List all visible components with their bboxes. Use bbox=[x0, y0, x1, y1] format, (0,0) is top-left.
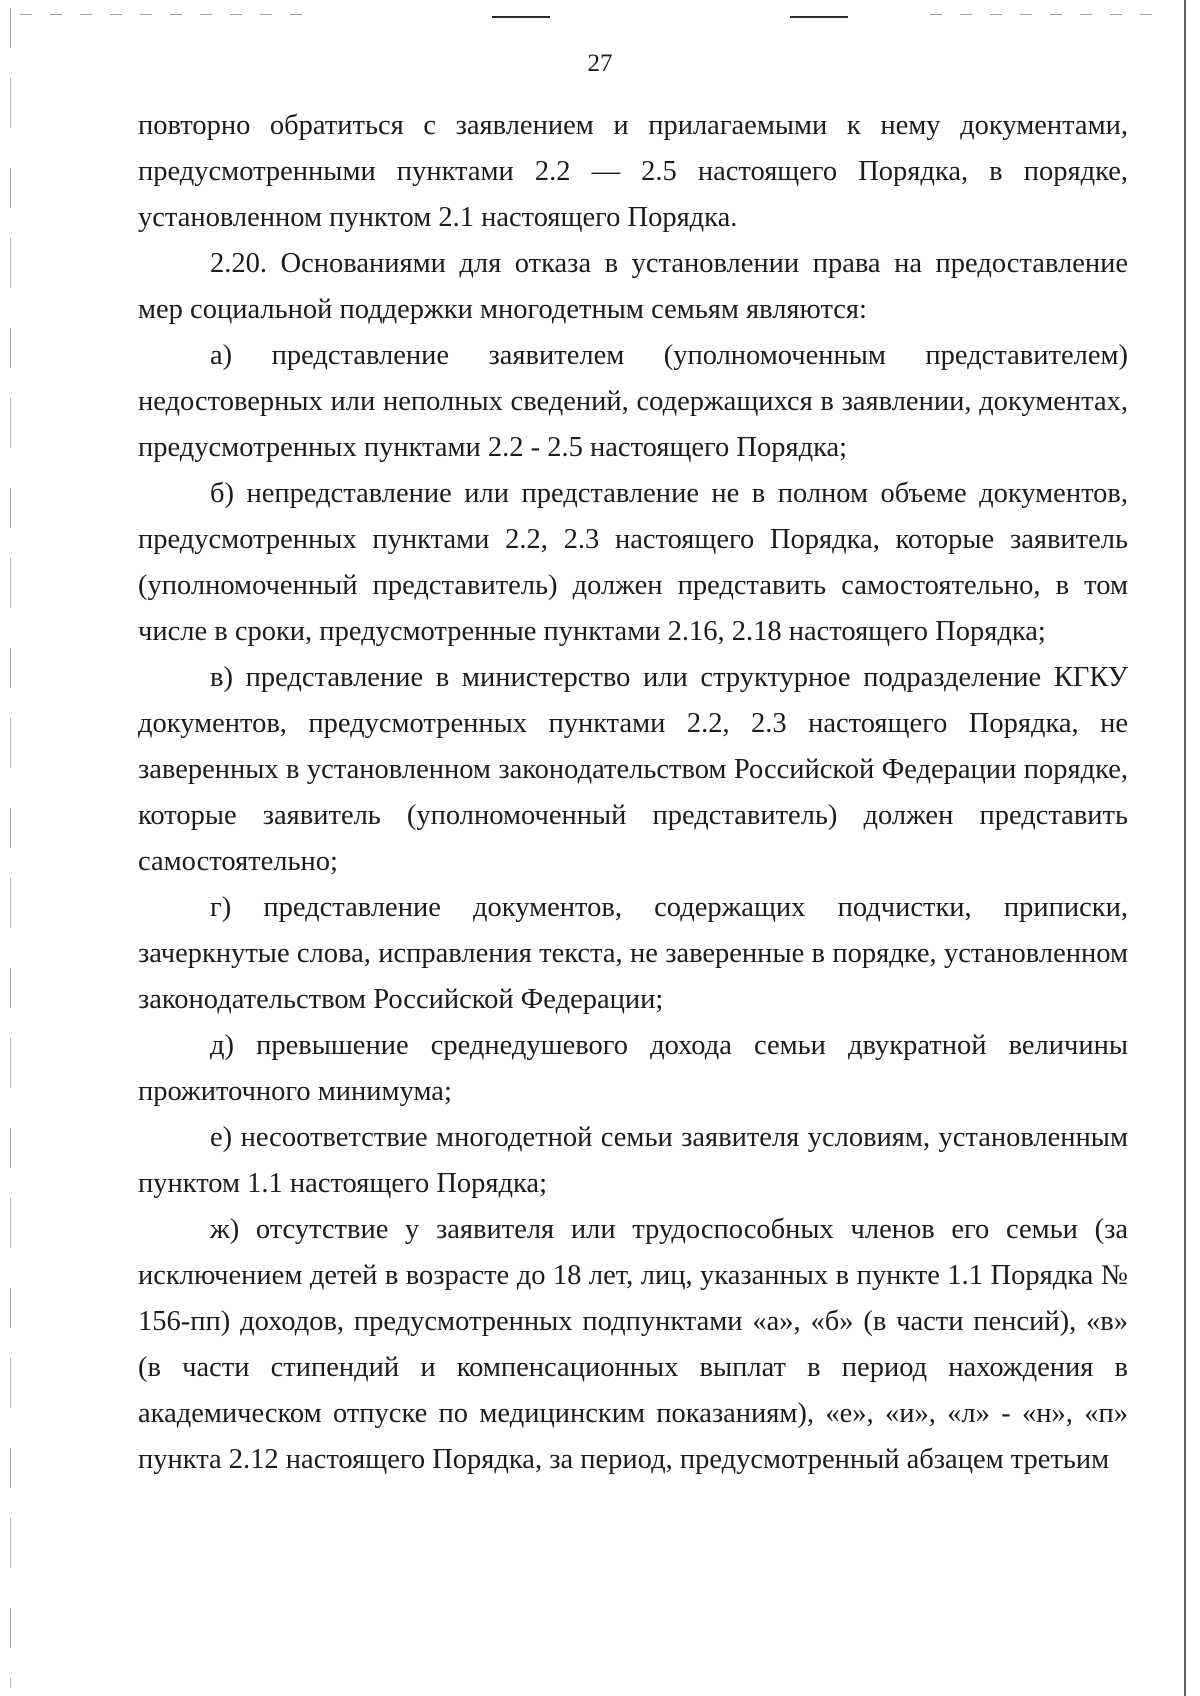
scan-right-edge bbox=[1184, 0, 1186, 1696]
paragraph-item-g: г) представление документов, содержащих подчистки, приписки, зачеркнутые слова, исправления текста, не заверенные в порядке, установленном законодательством Российской Федерации; bbox=[138, 892, 1128, 1015]
paragraph-item-v: в) представление в министерство или структурное подразделение КГКУ документов, предусмотренных пунктами 2.2, 2.3 настоящего Порядка, не заверенных в установленном законодательством Российской Федерации порядке, которые заявитель (уполномоченный представитель) должен представить самостоятельно; bbox=[138, 662, 1128, 877]
paragraph-item-zh: ж) отсутствие у заявителя или трудоспособных членов его семьи (за исключением детей в возрасте до 18 лет, лиц, указанных в пункте 1.1 Порядка № 156-пп) доходов, предусмотренных подпунктами «а», «б» (в части пенсий), «в» (в части стипендий и компенсационных выплат в период нахождения в академическом отпуске по медицинским показаниям), «е», «и», «л» - «н», «п» пункта 2.12 настоящего Порядка, за период, предусмотренный абзацем третьим bbox=[138, 1214, 1128, 1475]
paragraph-2-20: 2.20. Основаниями для отказа в установлении права на предоставление мер социальной поддержки многодетным семьям являются: bbox=[138, 248, 1128, 325]
document-body bbox=[138, 103, 1128, 1483]
paragraph-item-b: б) непредставление или представление не в полном объеме документов, предусмотренных пунктами 2.2, 2.3 настоящего Порядка, которые заявитель (уполномоченный представитель) должен представить самостоятельно, в том числе в сроки, предусмотренные пунктами 2.16, 2.18 настоящего Порядка; bbox=[138, 478, 1128, 647]
scan-top-rule bbox=[20, 14, 320, 15]
page-number: 27 bbox=[587, 50, 613, 77]
scan-top-dash bbox=[492, 16, 550, 18]
paragraph-item-a: а) представление заявителем (уполномоченным представителем) недостоверных или неполных сведений, содержащихся в заявлении, документах, предусмотренных пунктами 2.2 - 2.5 настоящего Порядка; bbox=[138, 340, 1128, 463]
scan-top-dash bbox=[790, 16, 848, 18]
scan-left-edge bbox=[10, 8, 11, 1688]
scan-top-rule bbox=[930, 14, 1170, 15]
paragraph-item-e: е) несоответствие многодетной семьи заявителя условиям, установленным пунктом 1.1 настоящего Порядка; bbox=[138, 1122, 1128, 1199]
paragraph-item-d: д) превышение среднедушевого дохода семьи двукратной величины прожиточного минимума; bbox=[138, 1030, 1128, 1107]
paragraph-continuation: повторно обратиться с заявлением и прилагаемыми к нему документами, предусмотренными пунктами 2.2 — 2.5 настоящего Порядка, в порядке, установленном пунктом 2.1 настоящего Порядка. bbox=[138, 110, 1128, 233]
